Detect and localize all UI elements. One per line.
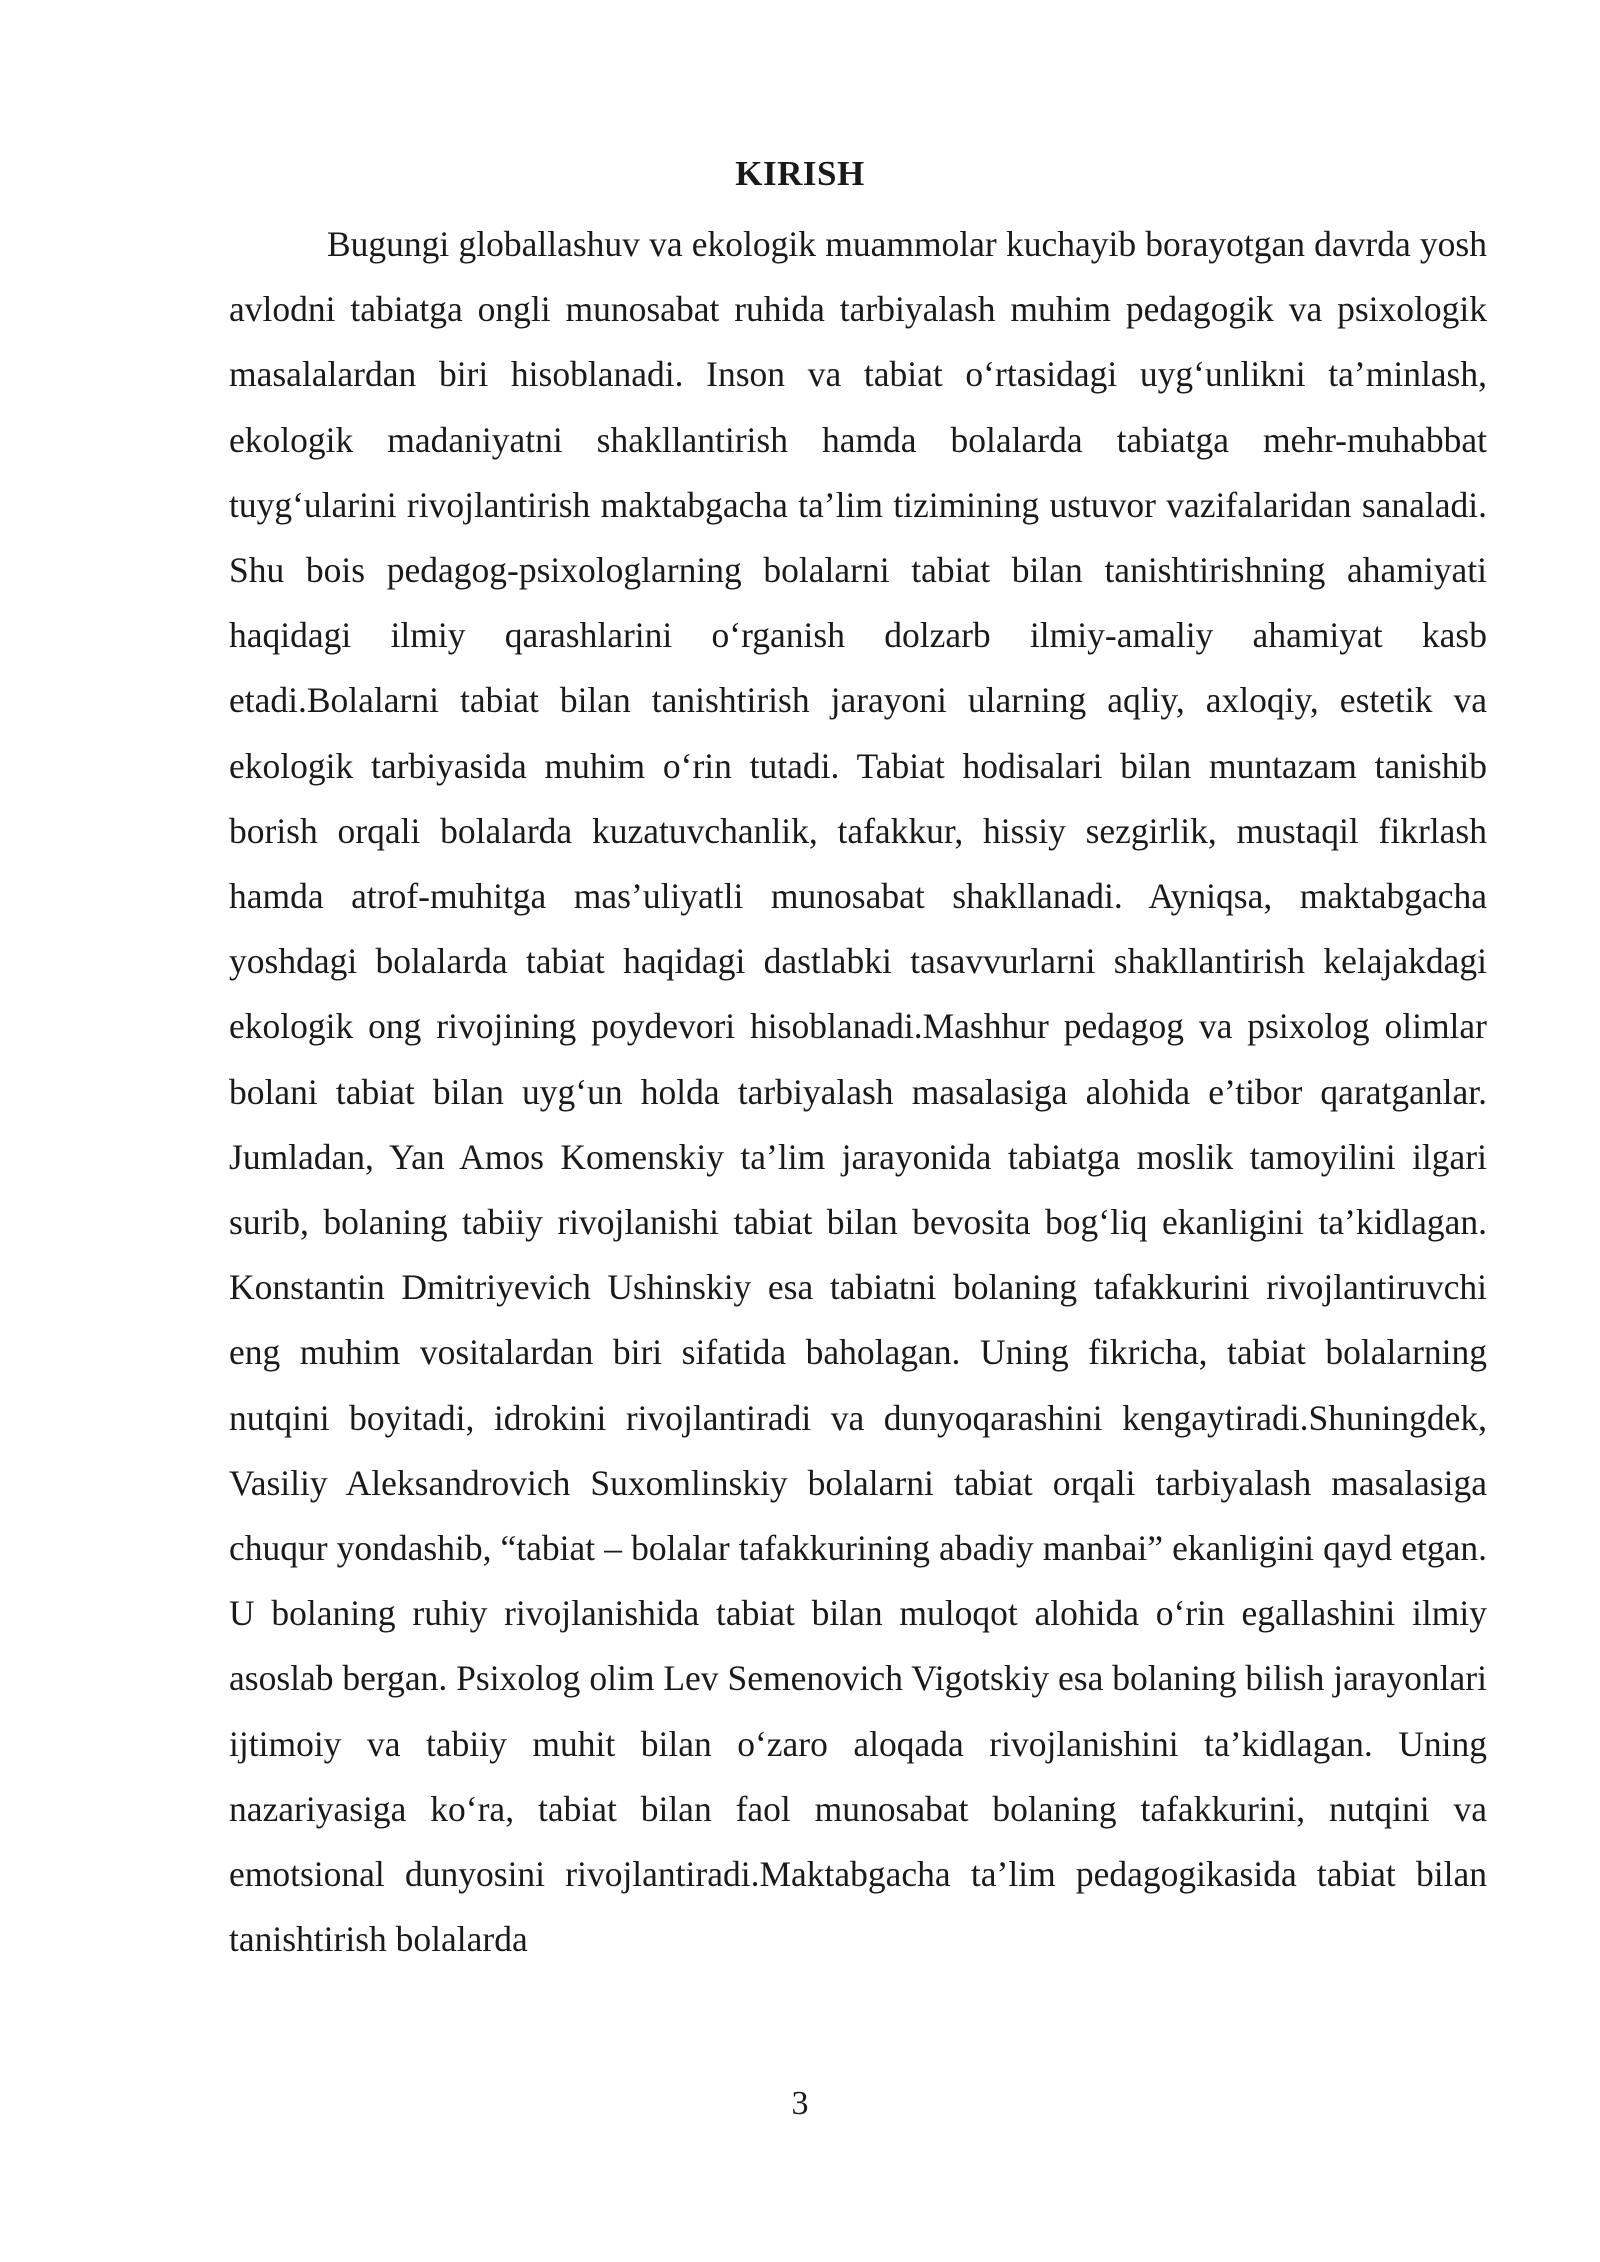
page-title: KIRISH <box>735 154 865 193</box>
paragraph: Bugungi globallashuv va ekologik muammolar kuchayib borayotgan davrda yosh avlodni tabiatga ongli munosabat ruhida tarbiyalash muhim pedagogik va psixologik masalalardan biri hisoblanadi. Inson va tabiat o‘rtasidagi uyg‘unlikni ta’minlash, ekologik madaniyatni shakllantirish hamda bolalarda tabiatga mehr-muhabbat tuyg‘ularini rivojlantirish maktabgacha ta’lim tizimining ustuvor vazifalaridan sanaladi. Shu bois pedagog-psixologlarning bolalarni tabiat bilan tanishtirishning ahamiyati haqidagi ilmiy qarashlarini o‘rganish dolzarb ilmiy-amaliy ahamiyat kasb etadi.Bolalarni tabiat bilan tanishtirish jarayoni ularning aqliy, axloqiy, estetik va ekologik tarbiyasida muhim o‘rin tutadi. Tabiat hodisalari bilan muntazam tanishib borish orqali bolalarda kuzatuvchanlik, tafakkur, hissiy sezgirlik, mustaqil fikrlash hamda atrof-muhitga mas’uliyatli munosabat shakllanadi. Ayniqsa, maktabgacha yoshdagi bolalarda tabiat haqidagi dastlabki tasavvurlarni shakllantirish kelajakdagi ekologik ong rivojining poydevori hisoblanadi.Mashhur pedagog va psixolog olimlar bolani tabiat bilan uyg‘un holda tarbiyalash masalasiga alohida e’tibor qaratganlar. Jumladan, Yan Amos Komenskiy ta’lim jarayonida tabiatga moslik tamoyilini ilgari surib, bolaning tabiiy rivojlanishi tabiat bilan bevosita bog‘liq ekanligini ta’kidlagan. Konstantin Dmitriyevich Ushinskiy esa tabiatni bolaning tafakkurini rivojlantiruvchi eng muhim vositalardan biri sifatida baholagan. Uning fikricha, tabiat bolalarning nutqini boyitadi, idrokini rivojlantiradi va dunyoqarashini kengaytiradi.Shuningdek, Vasiliy Aleksandrovich Suxomlinskiy bolalarni tabiat orqali tarbiyalash masalasiga chuqur yondashib, “tabiat – bolalar tafakkurining abadiy manbai” ekanligini qayd etgan. U bolaning ruhiy rivojlanishida tabiat bilan muloqot alohida o‘rin egallashini ilmiy asoslab bergan. Psixolog olim Lev Semenovich Vigotskiy esa bolaning bilish jarayonlari ijtimoiy va tabiiy muhit bilan o‘zaro aloqada rivojlanishini ta’kidlagan. Uning nazariyasiga ko‘ra, tabiat bilan faol munosabat bolaning tafakkurini, nutqini va emotsional dunyosini rivojlantiradi.Maktabgacha ta’lim pedagogikasida tabiat bilan tanishtirish bolalarda <box>229 224 1487 1960</box>
page-number: 3 <box>791 2085 809 2122</box>
body-text <box>229 212 1487 1972</box>
